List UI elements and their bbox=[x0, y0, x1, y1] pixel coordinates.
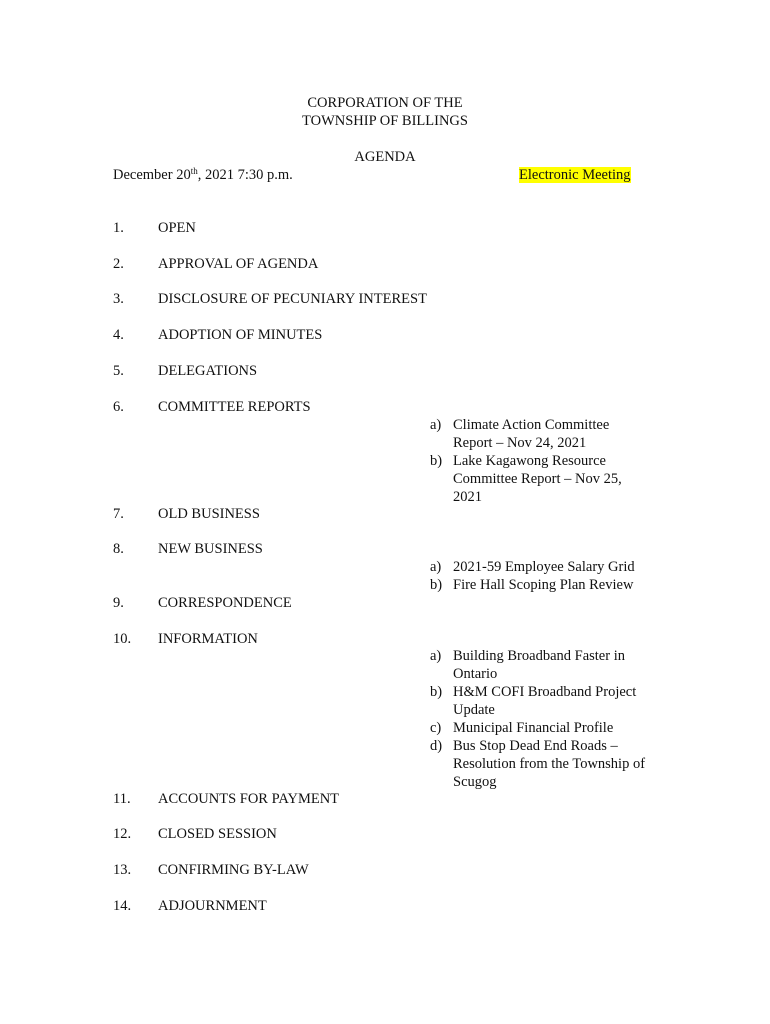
list-item: a) Climate Action Committee Report – Nov 24, 2021 bbox=[430, 417, 610, 451]
list-item: b) Fire Hall Scoping Plan Review bbox=[430, 577, 634, 593]
item-title-committee-reports: COMMITTEE REPORTS bbox=[158, 399, 311, 415]
information-list bbox=[430, 647, 665, 791]
item-title-adjournment: ADJOURNMENT bbox=[158, 898, 267, 914]
meeting-type bbox=[519, 166, 631, 184]
item-title-correspondence: CORRESPONDENCE bbox=[158, 595, 292, 611]
item-title-open: OPEN bbox=[158, 220, 196, 236]
item-num-5: 5. bbox=[113, 363, 124, 379]
item-num-2: 2. bbox=[113, 256, 124, 272]
item-num-11: 11. bbox=[113, 791, 131, 807]
list-item: b) Lake Kagawong Resource Committee Report – Nov 25, 2021 bbox=[430, 453, 622, 505]
item-title-approval-of-agenda: APPROVAL OF AGENDA bbox=[158, 256, 319, 272]
item-title-disclosure: DISCLOSURE OF PECUNIARY INTEREST bbox=[158, 291, 427, 307]
date-suffix: th bbox=[190, 166, 198, 176]
list-item: b) H&M COFI Broadband Project Update bbox=[430, 684, 637, 718]
item-num-6: 6. bbox=[113, 399, 124, 415]
item-num-4: 4. bbox=[113, 327, 124, 343]
item-title-accounts-for-payment: ACCOUNTS FOR PAYMENT bbox=[158, 791, 340, 807]
item-num-13: 13. bbox=[113, 862, 132, 878]
item-num-12: 12. bbox=[113, 826, 132, 842]
committee-reports-list bbox=[430, 416, 643, 506]
new-business-list bbox=[430, 558, 663, 594]
date-time: , 2021 7:30 p.m. bbox=[197, 167, 293, 183]
list-item: d) Bus Stop Dead End Roads – Resolution from the Township of Scugog bbox=[430, 738, 646, 790]
item-title-adoption-of-minutes: ADOPTION OF MINUTES bbox=[158, 327, 323, 343]
item-num-14: 14. bbox=[113, 898, 132, 914]
item-title-information: INFORMATION bbox=[158, 631, 258, 647]
item-title-closed-session: CLOSED SESSION bbox=[158, 826, 277, 842]
list-item: a) 2021-59 Employee Salary Grid bbox=[430, 559, 635, 575]
item-title-confirming-by-law: CONFIRMING BY-LAW bbox=[158, 862, 309, 878]
item-num-7: 7. bbox=[113, 506, 124, 522]
item-num-3: 3. bbox=[113, 291, 124, 307]
item-num-8: 8. bbox=[113, 541, 124, 557]
meeting-type-highlight: Electronic Meeting bbox=[519, 167, 631, 183]
meeting-date bbox=[113, 166, 293, 184]
org-name-line1: CORPORATION OF THE bbox=[307, 95, 463, 111]
list-item: c) Municipal Financial Profile bbox=[430, 720, 614, 736]
item-title-delegations: DELEGATIONS bbox=[158, 363, 258, 379]
item-num-1: 1. bbox=[113, 220, 124, 236]
agenda-title: AGENDA bbox=[354, 149, 416, 165]
item-num-10: 10. bbox=[113, 631, 132, 647]
date-day: December 20 bbox=[113, 167, 191, 183]
item-title-old-business: OLD BUSINESS bbox=[158, 506, 260, 522]
list-item: a) Building Broadband Faster in Ontario bbox=[430, 648, 625, 682]
item-title-new-business: NEW BUSINESS bbox=[158, 541, 263, 557]
item-num-9: 9. bbox=[113, 595, 124, 611]
org-name-line2: TOWNSHIP OF BILLINGS bbox=[302, 113, 468, 129]
